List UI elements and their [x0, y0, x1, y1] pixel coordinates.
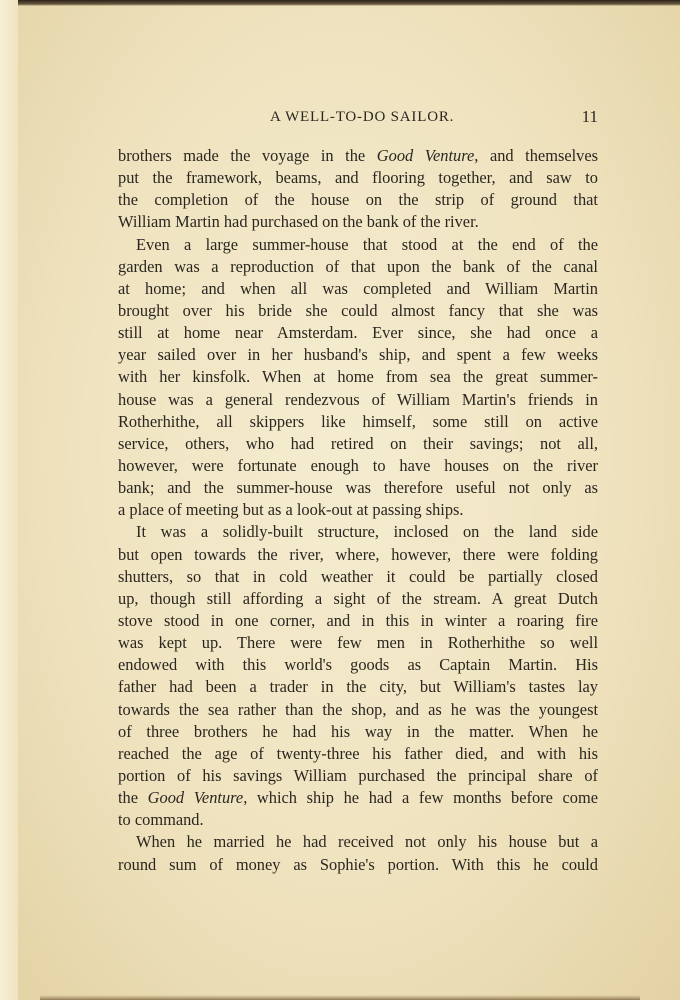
text-line: bank; and the summer-house was therefore useful not only as: [118, 478, 598, 498]
page-bottom-edge: [40, 995, 640, 1000]
text-line: year sailed over in her husband's ship, and spent a few weeks: [118, 345, 598, 365]
text-line: of three brothers he had his way in the matter. When he: [118, 721, 598, 741]
text-line: to command.: [118, 810, 204, 830]
text-line: still at home near Amsterdam. Ever since, she had once a: [118, 323, 598, 343]
page-header: [118, 109, 598, 131]
text-line: the Good Venture, which ship he had a few months before come: [118, 788, 599, 808]
text-line: house was a general rendezvous of William Martin's friends in: [118, 389, 598, 409]
text-line: put the framework, beams, and flooring together, and saw to: [118, 168, 598, 188]
text-line: Even a large summer-house that stood at the end of the: [136, 234, 598, 254]
text-line: with her kinsfolk. When at home from sea the great summer-: [118, 367, 598, 387]
text-line: stove stood in one corner, and in this in winter a roaring fire: [118, 610, 598, 630]
page-left-margin-shadow: [0, 0, 18, 1000]
text-line: the completion of the house on the strip of ground that: [118, 190, 598, 210]
text-line: endowed with this world's goods as Captain Martin. His: [118, 655, 598, 675]
running-head: A WELL-TO-DO SAILOR.: [270, 109, 455, 125]
text-line: shutters, so that in cold weather it could be partially closed: [118, 566, 598, 586]
text-line: service, others, who had retired on their savings; not all,: [118, 433, 598, 453]
page-top-edge: [18, 0, 680, 6]
text-line: portion of his savings William purchased the principal share of: [118, 765, 598, 785]
text-line: brought over his bride she could almost fancy that she was: [118, 300, 598, 320]
text-line: garden was a reproduction of that upon the bank of the canal: [118, 256, 598, 276]
text-line: When he married he had received not only his house but a: [136, 832, 598, 852]
text-line: brothers made the voyage in the Good Venture, and themselves: [118, 146, 599, 165]
text-line: round sum of money as Sophie's portion. With this he could: [118, 854, 598, 874]
text-line: towards the sea rather than the shop, and as he was the youngest: [118, 699, 598, 719]
text-line: was kept up. There were few men in Rotherhithe so well: [118, 633, 598, 653]
text-line: but open towards the river, where, however, there were folding: [118, 544, 598, 564]
text-line: up, though still affording a sight of the stream. A great Dutch: [118, 588, 598, 608]
text-line: Rotherhithe, all skippers like himself, some still on active: [118, 411, 598, 431]
text-line: It was a solidly-built structure, inclosed on the land side: [136, 522, 598, 542]
page-number: 11: [581, 107, 598, 126]
text-line: however, were fortunate enough to have houses on the river: [118, 455, 598, 475]
text-line: reached the age of twenty-three his father died, and with his: [118, 743, 598, 763]
body-text: [118, 145, 598, 876]
text-line: at home; and when all was completed and William Martin: [118, 278, 598, 298]
text-line: a place of meeting but as a look-out at passing ships.: [118, 500, 464, 520]
text-line: William Martin had purchased on the bank of the river.: [118, 212, 479, 232]
text-line: father had been a trader in the city, but William's tastes lay: [118, 677, 598, 697]
